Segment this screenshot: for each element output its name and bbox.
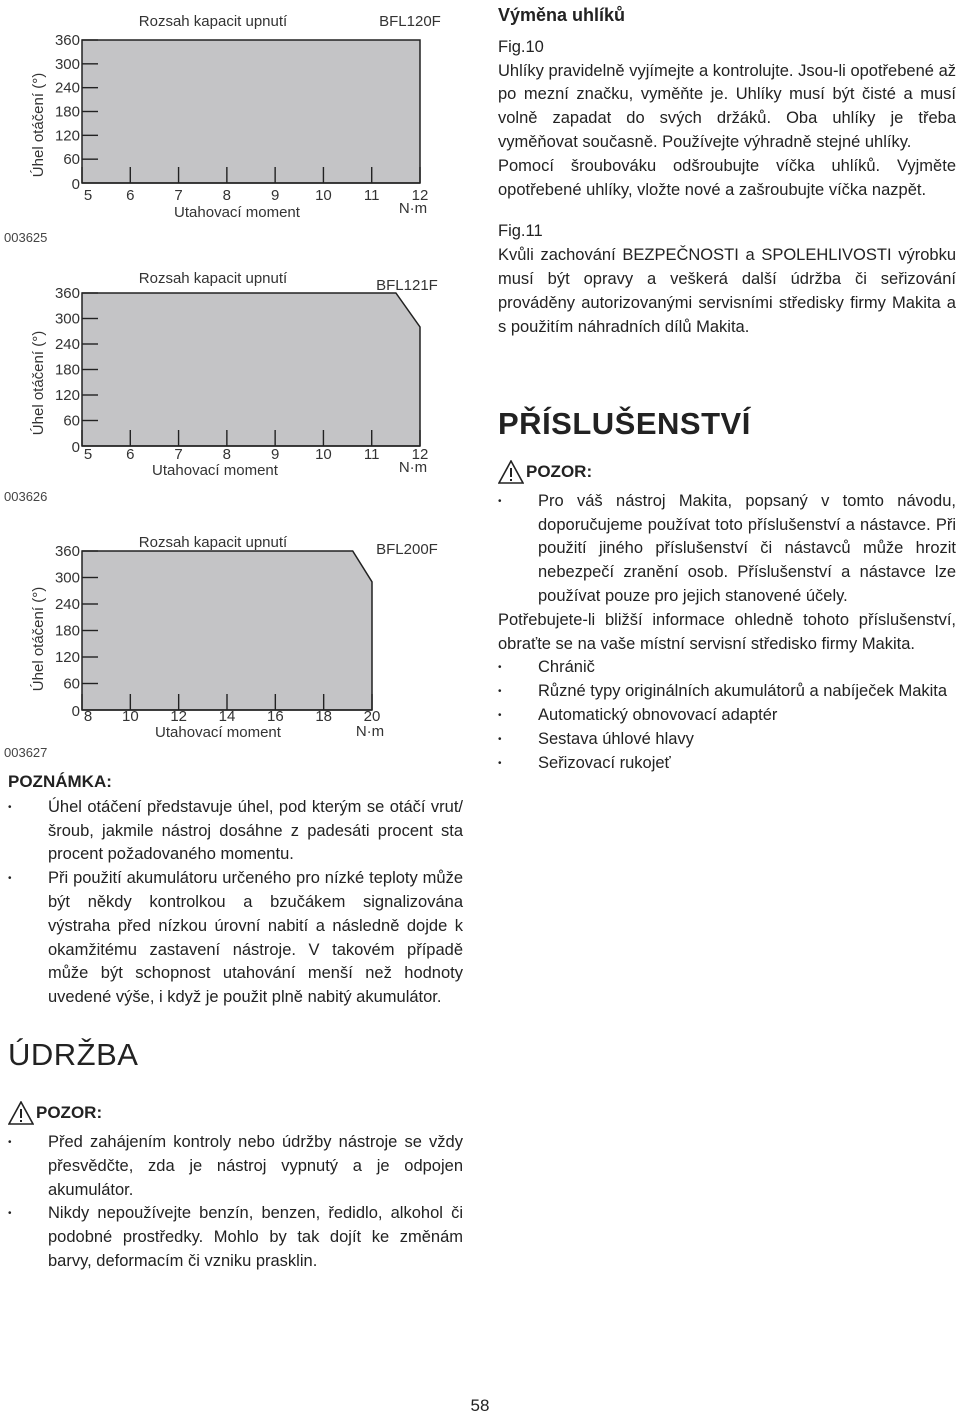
chart-bfl120f-svg [0,0,470,255]
maintenance-item: • Nikdy nepoužívejte benzín, benzen, ředidlo, alkohol či podobné prostředky. Mohlo by tak dojít ke změnám barvy, deformacím či vzniku prasklin. [8,1202,463,1273]
x-tick-label: 12 [411,446,429,463]
accessory-item: • Různé typy originálních akumulátorů a nabíječek Makita [498,680,956,704]
figure-code: 003625 [4,230,48,245]
range-title: Rozsah kapacit upnutí [138,13,288,30]
model-label: BFL120F [379,13,441,30]
accessory-item: • Sestava úhlové hlavy [498,728,956,752]
brushes-paragraph: Uhlíky pravidelně vyjímejte a kontrolujte. Jsou-li opotřebené až po mezní značku, vyměňte je. Uhlíky musí být čisté a musí volně zapadat do svých držáků. Oba uhlíky je třeba vyměňovat současně. Používejte výhradně stejné uhlíky. [498,61,956,151]
brushes-paragraph: Pomocí šroubováku odšroubujte víčka uhlíků. Vyjměte opotřebené uhlíky, vložte nové a zašroubujte víčka nazpět. [498,156,956,199]
capacity-region [82,293,420,446]
x-tick-label: 8 [83,708,93,725]
capacity-region [82,551,372,710]
chart-bfl200f-svg [0,527,470,782]
x-tick-label: 9 [270,187,280,204]
x-tick-label: 14 [218,708,236,725]
capacity-region [82,40,420,183]
y-tick-label: 240 [54,596,80,613]
maintenance-item: • Před zahájením kontroly nebo údržby nástroje se vždy přesvědčte, zda je nástroj vypnutý a je odpojen akumulátor. [8,1131,463,1202]
maintenance-caution [8,1101,463,1274]
warning-triangle-icon [498,460,524,484]
y-tick-label: 360 [54,285,80,302]
model-label: BFL200F [376,541,438,558]
y-tick-label: 60 [63,151,80,169]
brushes-paragraph: Kvůli zachování BEZPEČNOSTI a SPOLEHLIVOSTI výrobku musí být opravy a veškerá další údržba či seřizování prováděny autorizovanými servisními středisky firmy Makita a s použitím náhradních dílů Makita. [498,246,956,336]
y-tick-label: 300 [54,569,80,587]
note-section [8,770,463,1010]
brushes-section [498,4,956,339]
unit-label: N·m [355,723,385,740]
x-tick-label: 8 [222,187,232,204]
accessories-section [498,406,956,775]
x-tick-label: 7 [174,446,183,463]
x-tick-label: 9 [270,446,280,463]
range-title: Rozsah kapacit upnutí [138,270,288,287]
y-axis-label: Úhel otáčení (°) [30,330,47,436]
maintenance-section [8,1037,463,1072]
caution-label [498,460,956,484]
x-tick-label: 12 [411,187,429,204]
note-list [8,796,463,1010]
fig10-label: Fig.10 [498,37,544,56]
x-axis-label: Utahovací moment [174,204,300,221]
accessory-item: • Seřizovací rukojeť [498,752,956,776]
note-item: • Při použití akumulátoru určeného pro nízké teploty může být někdy kontrolkou a bzučákem signalizována výstraha před nízkou úrovní nabití a následně dojde k okamžitému zastavení nástroje. V takovém případě může být schopnost utahování menší než hodnoty uvedené výše, i když je použit plně nabitý akumulátor. [8,867,463,1010]
y-tick-label: 180 [54,361,80,379]
caution-item: • Pro váš nástroj Makita, popsaný v tomto návodu, doporučujeme používat toto příslušenství a nástavce. Při použití jiného příslušenství či nástavců může hrozit nebezpečí zranění osob. Příslušenství a nástavce lze používat pouze pro jejich stanovené účely. [498,490,956,609]
x-axis-label: Utahovací moment [155,724,281,741]
model-label: BFL121F [376,277,438,294]
figure-code: 003627 [4,745,48,760]
accessory-item: • Automatický obnovovací adaptér [498,704,956,728]
y-tick-label: 300 [54,310,80,328]
y-tick-label: 240 [54,79,80,97]
chart-bfl120f [0,0,470,255]
brushes-heading: Výměna uhlíků [498,5,626,25]
maintenance-list [8,1131,463,1274]
unit-label: N·m [398,200,428,217]
x-tick-label: 6 [126,187,135,204]
warning-triangle-icon [8,1101,34,1125]
maintenance-heading: ÚDRŽBA [8,1037,139,1072]
accessories-paragraph: Potřebujete-li bližší informace ohledně tohoto příslušenství, obraťte se na vaše místní servisní středisko firmy Makita. [498,610,956,653]
accessories-list [498,656,956,775]
note-item: • Úhel otáčení představuje úhel, pod kterým se otáčí vrut/šroub, jakmile nástroj dosáhne z padesáti procent sta procent požadovaného momentu. [8,796,463,867]
y-tick-label: 180 [54,622,80,640]
unit-label: N·m [398,459,428,476]
x-tick-label: 7 [174,187,183,204]
x-tick-label: 11 [363,446,380,463]
y-tick-label: 120 [54,387,80,404]
y-tick-label: 240 [54,336,80,353]
caution-text: POZOR: [526,462,593,481]
y-tick-label: 300 [54,55,80,73]
y-tick-label: 120 [54,649,80,666]
x-tick-label: 20 [363,708,381,725]
y-axis-label: Úhel otáčení (°) [30,586,47,692]
x-tick-label: 5 [83,446,93,463]
x-tick-label: 8 [222,446,232,463]
x-tick-label: 11 [363,187,380,204]
y-tick-label: 360 [54,543,80,560]
y-tick-label: 60 [63,675,80,693]
x-tick-label: 18 [315,708,333,725]
range-title: Rozsah kapacit upnutí [138,534,288,551]
accessories-heading: PŘÍSLUŠENSTVÍ [498,406,751,441]
caution-text: POZOR: [36,1103,103,1123]
x-tick-label: 10 [315,446,332,463]
y-tick-label: 120 [54,127,80,145]
x-tick-label: 5 [83,187,93,204]
chart-bfl121f [0,263,470,518]
chart-bfl200f [0,527,470,782]
fig11-label: Fig.11 [498,222,543,241]
figure-code: 003626 [4,489,48,504]
caution-label [8,1101,463,1125]
y-tick-label: 0 [71,439,80,456]
y-tick-label: 360 [54,32,80,49]
page-number: 58 [470,1396,490,1415]
x-tick-label: 16 [266,708,284,725]
y-tick-label: 0 [71,176,80,193]
accessories-caution-list [498,490,956,609]
y-axis-label: Úhel otáčení (°) [30,72,47,178]
y-tick-label: 0 [71,703,80,720]
chart-bfl121f-svg [0,263,470,518]
x-tick-label: 10 [315,187,332,204]
y-tick-label: 180 [54,103,80,121]
x-tick-label: 10 [121,708,139,725]
accessory-item: • Chránič [498,656,956,680]
x-tick-label: 6 [126,446,135,463]
x-tick-label: 12 [170,708,188,725]
x-axis-label: Utahovací moment [152,462,278,479]
note-heading: POZNÁMKA: [8,772,112,791]
y-tick-label: 60 [63,412,80,430]
